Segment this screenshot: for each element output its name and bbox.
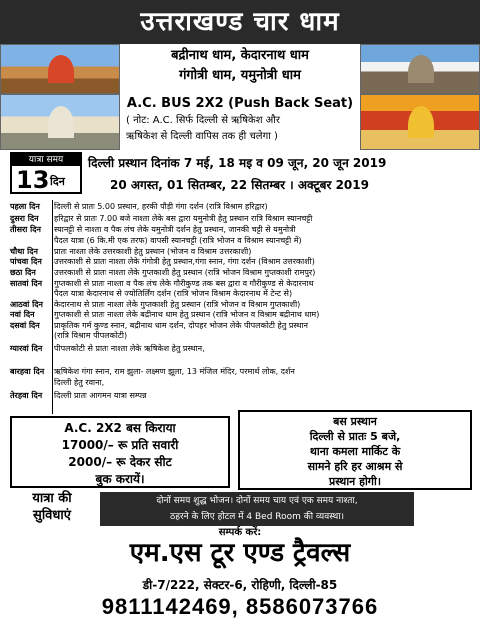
itinerary-description: पीपलकोटी से प्रातः नाश्ता लेके ऋषिकेश हेतु प्रस्थान,: [54, 344, 205, 353]
dham-line-1: बद्रीनाथ धाम, केदारनाथ धाम: [171, 48, 309, 63]
departure-line-1: बस प्रस्थान: [333, 415, 377, 428]
itinerary-description: स्यानट्टी से नाश्ता व पैक लंच लेके यमुनोत्री दर्शन हेतु प्रस्थान, जानकी चट्टी से यमुनोत्री: [54, 225, 296, 234]
facilities-band: [100, 492, 414, 526]
itinerary-description: गुप्तकाशी से प्रातः नाश्ता व पैक लंच लेके गौरीकुण्ड तक बस द्वारा व गौरीकुण्ड से केदारनाथ: [54, 279, 314, 288]
itinerary-description: ऋषिकेश गंगा स्नान, राम झुला- लक्ष्मण झूला, 13 मंजिल मंदिर, परमार्थ लोक, दर्शन: [54, 367, 295, 376]
itinerary-description: उत्तरकाशी से प्रातः नाश्ता लेके गुप्तकाशी हेतु प्रस्थान (रात्रि भोजन विश्राम गुप्तकाशी रामपुर): [54, 268, 316, 277]
itinerary-description: दिल्ली प्रातः आगमन यात्रा सम्पन्न: [54, 391, 147, 400]
itinerary-description: दिल्ली से प्रातः 5.00 प्रस्थान, हरकी पौड़ी गंगा दर्शन (रात्रि विश्राम हरिद्वार): [54, 202, 268, 211]
itinerary-divider: [52, 200, 53, 414]
itinerary-day: दुसरा दिन: [10, 214, 39, 223]
itinerary-description: प्राकृतिक गर्म कुण्ड स्नान, बद्रीनाथ धाम दर्शन, दोपहर भोजन लेके पीपलकोटी हेतु प्रस्थान: [54, 321, 308, 330]
fare-line-4: बुक करायें।: [95, 472, 145, 486]
itinerary-description: उत्तरकाशी से प्रातः नाश्ता लेके गंगोत्री हेतु प्रस्थान,गंगा स्नान, गंगा दर्शन (विश्राम उत्तरकाशी): [54, 257, 315, 266]
facilities-heading: [10, 490, 94, 524]
itinerary-description: प्रातः नाश्ता लेके उत्तरकाशी हेतु प्रस्थान (भोजन व विश्राम उत्तरकाशी): [54, 247, 252, 256]
dates-line-2: 20 अगस्त, 01 सितम्बर, 22 सितम्बर । अक्टूबर 2019: [110, 178, 369, 192]
itinerary-day: तेरहवा दिन: [10, 391, 43, 400]
duration-number: 13: [16, 166, 50, 194]
bus-note: [120, 113, 360, 145]
fare-line-1: A.C. 2X2 बस किराया: [64, 421, 176, 435]
itinerary-day: तीसरा दिन: [10, 225, 41, 234]
itinerary-description: हरिद्वार से प्रातः 7.00 बजे नाश्ता लेके बस द्वारा यमुनोत्री हेतु प्रस्थान रात्रि विश्राम स्यानचट्टी: [54, 214, 313, 223]
departure-line-2: दिल्ली से प्रातः 5 बजे,: [309, 430, 401, 443]
dham-line-2: गंगोत्री धाम, यमुनोत्री धाम: [179, 68, 301, 83]
facilities-heading-2: सुविधाएं: [33, 508, 71, 523]
fare-line-3: 2000/– रू देकर सीट: [68, 455, 172, 469]
departure-line-5: प्रस्थान होगी।: [328, 475, 382, 488]
company-address: डी-7/222, सेक्टर-6, रोहिणी, दिल्ली-85: [142, 578, 338, 592]
dates-line-1: दिल्ली प्रस्थान दिनांक 7 मई, 18 मइ व 09 जून, 20 जून 2019: [88, 156, 387, 170]
poster-title: उत्तराखण्ड चार धाम: [0, 0, 480, 44]
itinerary-day: पहला दिन: [10, 202, 40, 211]
dham-names: [125, 46, 355, 86]
itinerary-day: छठा दिन: [10, 268, 36, 277]
badrinath-temple-photo: [0, 44, 120, 94]
bus-note-line-1: ( नोट: A.C. सिर्फ दिल्ली से ऋषिकेश और: [126, 115, 281, 126]
yamunotri-temple-photo: [360, 94, 480, 150]
duration-unit: दिन: [50, 175, 65, 188]
itinerary-description: (रात्रि विश्राम पीपलकोटी): [54, 331, 128, 340]
fare-box: [10, 416, 230, 488]
itinerary-day: नवां दिन: [10, 310, 35, 319]
bus-note-line-2: ऋषिकेश से दिल्ली वापिस तक ही चलेगा ): [126, 131, 278, 142]
itinerary-day: दसवां दिन: [10, 321, 40, 330]
itinerary-description: दिल्ली हेतु रवाना,: [54, 378, 105, 387]
bus-title: A.C. BUS 2X2 (Push Back Seat): [126, 96, 354, 111]
itinerary-day: चौथा दिन: [10, 247, 38, 256]
gangotri-temple-photo: [0, 94, 120, 150]
kedarnath-temple-photo: [360, 44, 480, 94]
itinerary-table: [10, 200, 472, 414]
itinerary-description: केदारनाथ से प्रातः नाश्ता लेके गुप्तकाशी हेतु प्रस्थान (रात्रि भोजन व विश्राम गुप्तकाशी): [54, 300, 301, 309]
duration-badge: [10, 152, 82, 194]
facilities-heading-1: यात्रा की: [32, 491, 72, 506]
itinerary-description: पैदल यात्रा (6 कि.मी एक तरफ) वापसी स्यानचट्टी (रात्रि भोजन व विश्राम स्यानचट्टी में): [54, 236, 302, 245]
itinerary-day: पांचवा दिन: [10, 257, 42, 266]
itinerary-day: बारहवा दिन: [10, 367, 45, 376]
fare-line-2: 17000/– रू प्रति सवारी: [61, 438, 179, 452]
facilities-line-1: दोनों समय शुद्ध भोजन। दोनों समय चाय एवं एक समय नाश्ता,: [156, 496, 358, 506]
phone-numbers[interactable]: 9811142469, 8586073766: [101, 594, 379, 619]
itinerary-description: गुप्तकाशी से प्रातः नाश्ता लेके बद्रीनाथ धाम हेतु प्रस्थान (रात्रि भोजन व विश्राम बद्रीनाथ धाम): [54, 310, 320, 319]
itinerary-day: सातवां दिन: [10, 279, 43, 288]
facilities-line-2: ठहरने के लिए होटल में 4 Bed Room की व्यवस्था।: [169, 512, 345, 522]
itinerary-day: आठवां दिन: [10, 300, 43, 309]
departure-box: [238, 410, 472, 490]
company-name: एम.एस टूर एण्ड ट्रैवल्स: [129, 538, 351, 568]
itinerary-description: पैदल यात्रा केदारनाथ से ज्योतिर्लिंग दर्शन (रात्रि भोजन विश्राम केदारनाथ में टेन्ट से): [54, 289, 293, 298]
itinerary-day: ग्यारवां दिन: [10, 344, 43, 353]
departure-line-3: थाना कमला मार्किट के: [309, 445, 401, 458]
departure-dates: [10, 152, 470, 196]
contact-label: सम्पर्क करें:: [218, 527, 262, 538]
departure-line-4: सामने हरि हर आश्रम से: [307, 460, 403, 473]
duration-label: यात्रा समय: [12, 154, 80, 166]
